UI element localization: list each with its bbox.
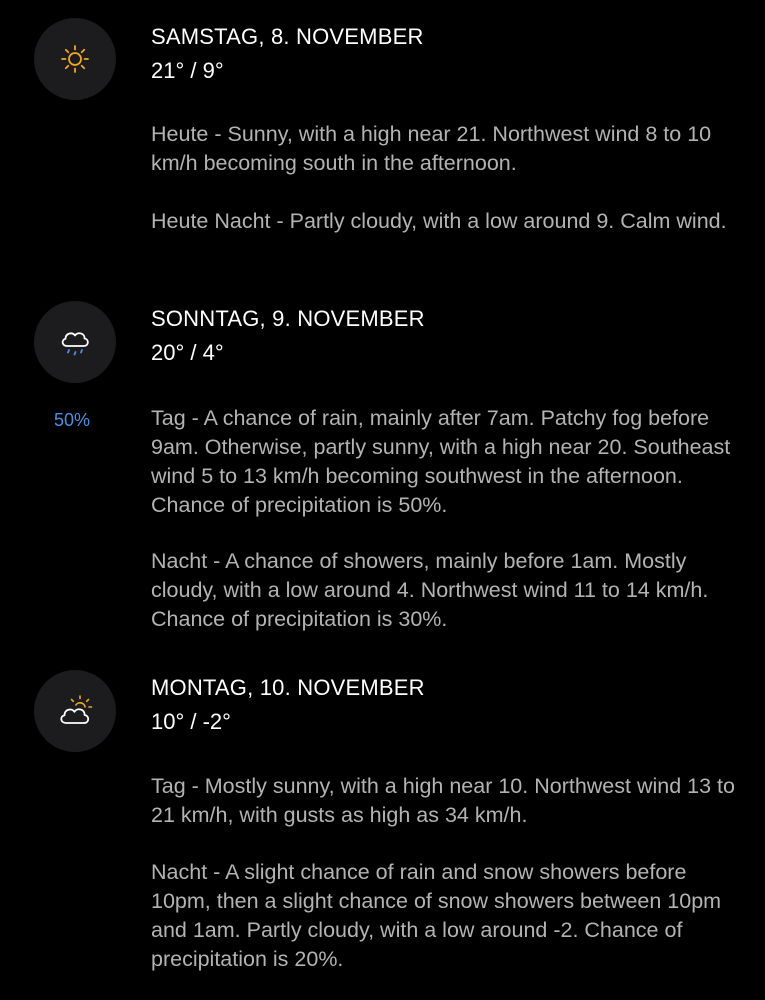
weather-icon-container	[34, 18, 116, 100]
day-temperature: 10° / -2°	[151, 709, 231, 734]
day-temperature: 20° / 4°	[151, 340, 224, 365]
day-title: MONTAG, 10. NOVEMBER	[151, 675, 425, 700]
day-title: SONNTAG, 9. NOVEMBER	[151, 306, 425, 331]
forecast-period-night: Nacht - A chance of showers, mainly before 1am. Mostly cloudy, with a low around 4. Northwest wind 11 to 14 km/h. Chance of precipitation is 30%.	[151, 549, 709, 631]
rain-cloud-icon	[58, 326, 92, 358]
partly-sunny-icon	[56, 694, 94, 728]
weather-icon-container	[34, 301, 116, 383]
forecast-period-day: Heute - Sunny, with a high near 21. Northwest wind 8 to 10 km/h becoming south in the afternoon.	[151, 122, 712, 175]
forecast-period-night: Heute Nacht - Partly cloudy, with a low around 9. Calm wind.	[151, 209, 727, 233]
day-title: SAMSTAG, 8. NOVEMBER	[151, 24, 424, 49]
sun-icon	[60, 44, 90, 74]
weather-icon-container	[34, 670, 116, 752]
forecast-period-day: Tag - Mostly sunny, with a high near 10. Northwest wind 13 to 21 km/h, with gusts as high as 34 km/h.	[151, 774, 735, 827]
forecast-period-day: Tag - A chance of rain, mainly after 7am. Patchy fog before 9am. Otherwise, partly sunny, with a high near 20. Southeast wind 5 to 13 km/h becoming southwest in the afternoon. Chance of precipitation is 50%.	[151, 406, 731, 517]
forecast-period-night: Nacht - A slight chance of rain and snow showers before 10pm, then a slight chance of snow showers between 10pm and 1am. Partly cloudy, with a low around -2. Chance of precipitation is 20%.	[151, 860, 722, 971]
day-temperature: 21° / 9°	[151, 58, 224, 83]
precipitation-chance: 50%	[54, 410, 91, 430]
